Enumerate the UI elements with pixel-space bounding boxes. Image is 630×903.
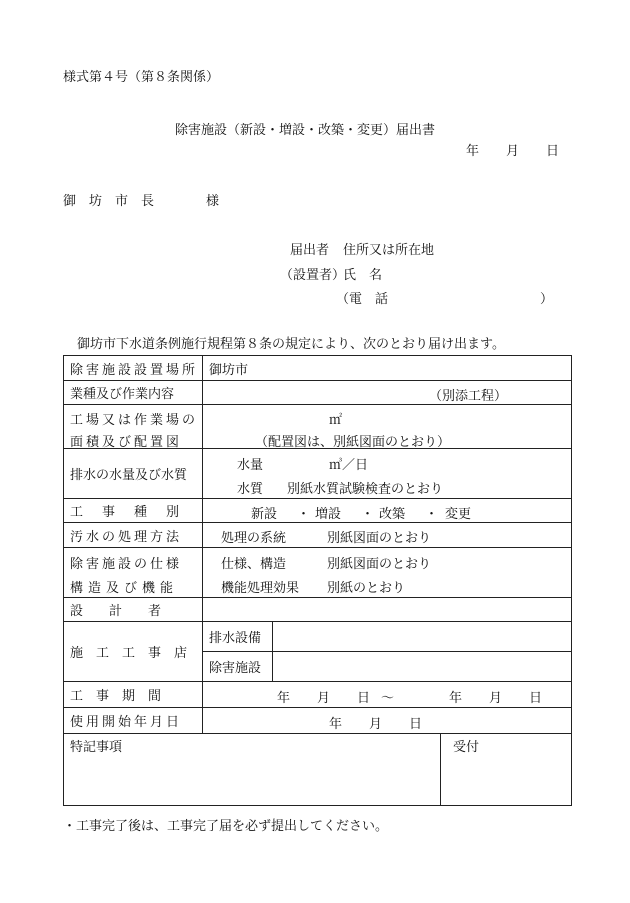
period-tilde: ～ (381, 691, 395, 706)
quality-value: 別紙水質試験検査のとおり (287, 482, 444, 497)
row-work-type (64, 499, 572, 523)
option-expand[interactable]: 増設 (315, 507, 342, 522)
contractor-drainage-label: 排水設備 (203, 622, 273, 652)
drainage-label: 排水の水量及び水質 (64, 449, 203, 499)
business-field[interactable] (203, 381, 572, 405)
row-contractor-1 (64, 622, 572, 652)
name-label: 氏 名 (343, 268, 383, 283)
remarks-label: 特記事項 (70, 740, 123, 755)
option-change[interactable]: 変更 (445, 507, 472, 522)
row-business (64, 381, 572, 405)
business-label: 業種及び作業内容 (64, 381, 203, 405)
form-number: 様式第４号（第８条関係） (63, 70, 220, 85)
period-end-month: 月 (489, 691, 503, 706)
row-location (64, 356, 572, 381)
date-month-label: 月 (506, 144, 520, 159)
phone-label: （電 話 (336, 292, 389, 307)
row-designer (64, 598, 572, 622)
start-month: 月 (369, 717, 383, 732)
period-label: 工 事 期 間 (64, 682, 203, 708)
designer-field[interactable] (203, 598, 572, 622)
contractor-drainage-field[interactable] (273, 622, 572, 652)
contractor-label: 施 工 工 事 店 (64, 622, 203, 682)
designer-label: 設 計 者 (64, 598, 203, 622)
work-type-options (203, 499, 572, 523)
row-area (64, 405, 572, 449)
area-label: 工場又は作業場の 面積及び配置図 (64, 405, 203, 449)
receipt-label: 受付 (453, 740, 480, 755)
contractor-facility-field[interactable] (273, 652, 572, 682)
contractor-facility-label: 除害施設 (203, 652, 273, 682)
spec-value-1: 別紙図面のとおり (327, 557, 432, 572)
treatment-key: 処理の系統 (221, 531, 287, 546)
period-start-month: 月 (317, 691, 331, 706)
date-year-label: 年 (466, 144, 480, 159)
installer-label: （設置者） (280, 268, 346, 283)
treatment-value: 別紙図面のとおり (327, 531, 432, 546)
spec-field[interactable] (203, 548, 572, 598)
period-start-day: 日 (357, 691, 371, 706)
phone-close: ） (540, 292, 554, 307)
addressee: 御 坊 市 長 様 (63, 194, 220, 209)
row-start (64, 708, 572, 734)
drainage-field[interactable] (203, 449, 572, 499)
spec-value-2: 別紙のとおり (327, 581, 406, 596)
spec-label: 除害施設の仕様 構造及び機能 (64, 548, 203, 598)
period-field[interactable] (203, 682, 572, 708)
row-drainage (64, 449, 572, 499)
start-day: 日 (409, 717, 423, 732)
business-note: （別添工程） (429, 389, 508, 404)
treatment-label: 汚水の処理方法 (64, 523, 203, 548)
row-remarks (64, 734, 572, 806)
option-dot-1: ・ (297, 507, 311, 522)
location-label: 除害施設設置場所 (64, 356, 203, 381)
quality-label: 水質 (237, 482, 264, 497)
option-dot-3: ・ (425, 507, 439, 522)
date-day-label: 日 (546, 144, 560, 159)
start-year: 年 (329, 717, 343, 732)
spec-key-1: 仕様、構造 (221, 557, 287, 572)
period-start-year: 年 (277, 691, 291, 706)
remarks-field[interactable] (64, 734, 441, 806)
spec-key-2: 機能処理効果 (221, 581, 300, 596)
period-end-year: 年 (449, 691, 463, 706)
work-type-label: 工 事 種 別 (64, 499, 203, 523)
area-note: （配置図は、別紙図面のとおり） (255, 435, 451, 450)
address-label: 住所又は所在地 (343, 243, 435, 258)
area-unit: ㎡ (329, 413, 343, 428)
notifier-label: 届出者 (290, 243, 330, 258)
notification-form-table (63, 355, 572, 806)
footnote: ・工事完了後は、工事完了届を必ず提出してください。 (63, 819, 389, 834)
start-field[interactable] (203, 708, 572, 734)
form-title: 除害施設（新設・増設・改築・変更）届出書 (175, 123, 436, 138)
option-dot-2: ・ (361, 507, 375, 522)
volume-label: 水量 (237, 458, 264, 473)
row-treatment (64, 523, 572, 548)
start-label: 使用開始年月日 (64, 708, 203, 734)
intro-text: 御坊市下水道条例施行規程第８条の規定により、次のとおり届け出ます。 (77, 337, 505, 352)
row-spec (64, 548, 572, 598)
period-end-day: 日 (529, 691, 543, 706)
treatment-field[interactable] (203, 523, 572, 548)
location-field[interactable]: 御坊市 (203, 356, 572, 381)
option-renovate[interactable]: 改築 (379, 507, 406, 522)
option-new[interactable]: 新設 (251, 507, 278, 522)
area-field[interactable] (203, 405, 572, 449)
volume-unit: ㎥／日 (329, 458, 369, 473)
receipt-field (441, 734, 572, 806)
row-period (64, 682, 572, 708)
